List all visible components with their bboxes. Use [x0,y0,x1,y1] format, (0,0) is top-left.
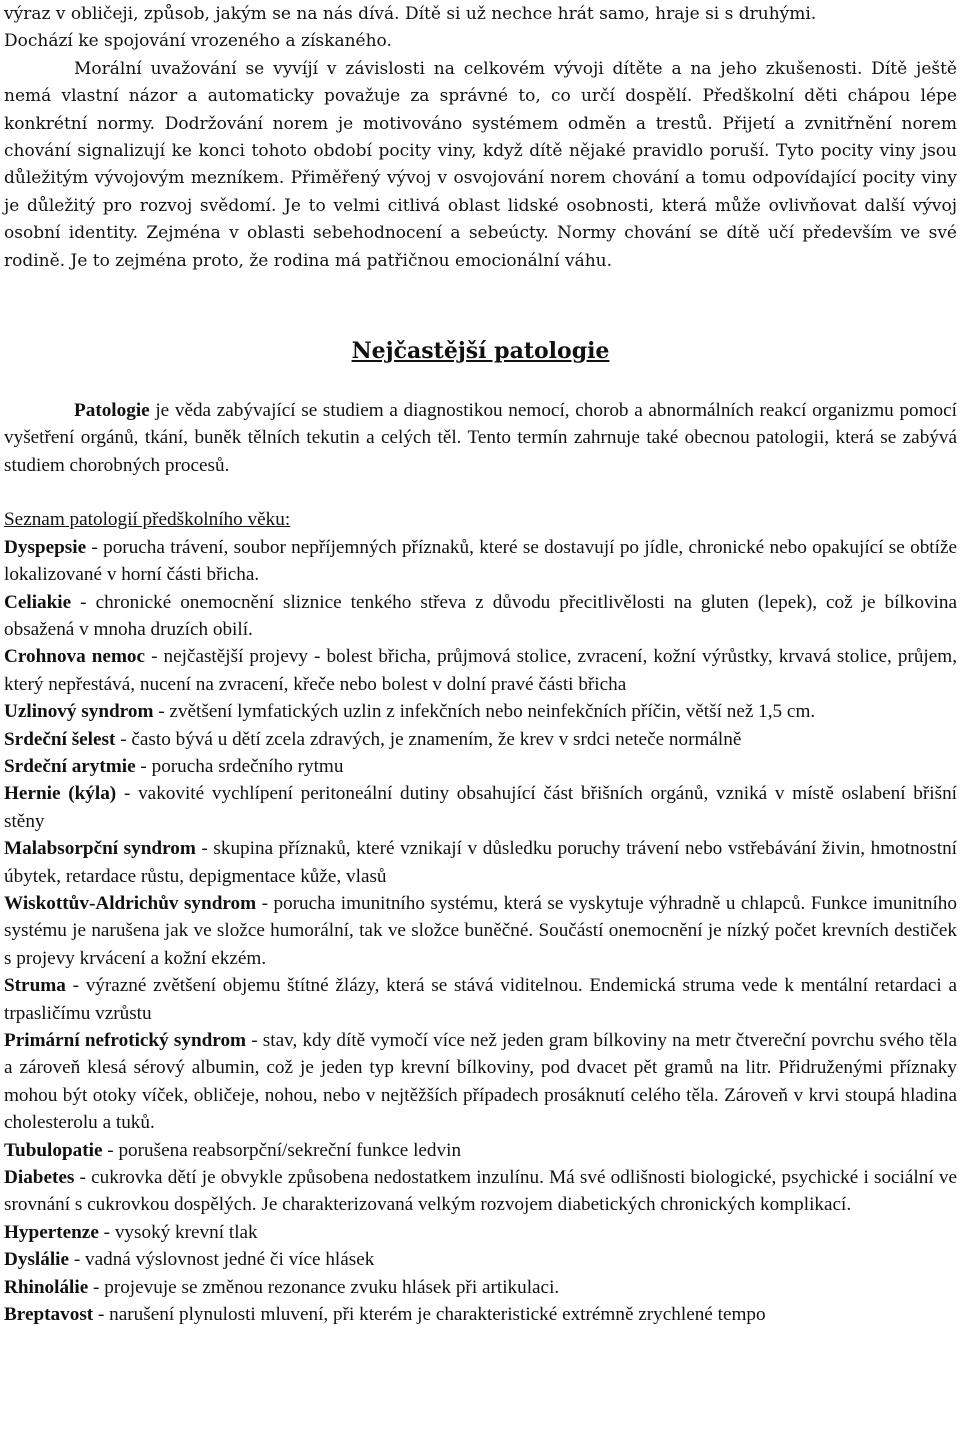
pathology-section [4,397,957,1328]
pathology-description: - výrazné zvětšení objemu štítné žlázy, která se stává viditelnou. Endemická struma vede k mentální retardaci a trpasličímu vzrůstu [4,975,957,1024]
pathology-description: - skupina příznaků, které vznikají v důsledku poruchy trávení nebo vstřebávání živin, hmotnostní úbytek, retardace růstu, depigmentace kůže, vlasů [4,838,957,887]
top-text-block [4,1,957,275]
pathology-description: - zvětšení lymfatických uzlin z infekčních nebo neinfekčních příčin, větší než 1,5 cm. [153,701,816,723]
pathology-term: Hypertenze [4,1221,99,1243]
pathology-term: Breptavost [4,1304,94,1326]
list-item [4,589,957,644]
pathology-description: - nejčastější projevy - bolest břicha, průjmová stolice, zvracení, kožní výrůstky, krvavá stolice, průjem, který nepřestává, nucení na zvracení, křeče nebo bolest v dolní pravé části břicha [4,646,957,695]
pathology-term: Uzlinový syndrom [4,701,154,723]
list-item [4,1137,957,1164]
pathology-description: - cukrovka dětí je obvykle způsobena nedostatkem inzulínu. Má své odlišnosti biologické, psychické i sociální ve srovnání s cukrovkou dospělých. Je charakterizovaná velkým rozvojem diabetických chronických komplikací. [4,1167,957,1216]
pathology-term: Hernie (kýla) [4,783,117,805]
list-item [4,835,957,890]
pathology-term: Srdeční arytmie [4,755,136,777]
section-title: Nejčastější patologie [351,338,610,365]
pathology-term: Malabsorpční syndrom [4,838,196,860]
pathology-term: Dyspepsie [4,536,87,558]
list-item [4,698,957,725]
list-item [4,753,957,780]
list-item [4,1027,957,1137]
pathology-list [4,534,957,1329]
pathology-description: - porucha srdečního rytmu [135,755,344,777]
paragraph-line: Dochází ke spojování vrozeného a získaného. [4,31,392,52]
intro-text: je věda zabývající se studiem a diagnostikou nemocí, chorob a abnormálních reakcí organizmu pomocí vyšetření orgánů, tkání, buněk tělních tekutin a celých těl. Tento termín zahrnuje také obecnou patologii, která se zabývá studiem chorobných procesů. [4,400,957,476]
pathology-description: - vadná výslovnost jedné či více hlásek [69,1249,375,1271]
list-item [4,972,957,1027]
intro-term: Patologie [74,400,150,422]
pathology-term: Primární nefrotický syndrom [4,1030,247,1051]
pathology-description: - projevuje se změnou rezonance zvuku hlásek při artikulaci. [88,1276,560,1298]
list-item [4,1219,957,1246]
pathology-description: - často bývá u dětí zcela zdravých, je znamením, že krev v srdci neteče normálně [115,728,742,750]
pathology-description: - vakovité vychlípení peritoneální dutiny obsahující část břišních orgánů, vzniká v místě oslabení břišní stěny [4,783,957,832]
list-item [4,1274,957,1301]
paragraph-morality: Morální uvažování se vyvíjí v závislosti na celkovém vývoji dítěte a na jeho zkušenosti. Dítě ještě nemá vlastní názor a automaticky považuje za správné to, co určí dospělí. Předškolní děti chápou lépe konkrétní normy. Dodržování norem je motivováno systémem odměn a trestů. Přijetí a zvnitřnění norem chování signalizují ke konci tohoto období pocity viny, když dítě nějaké pravidlo poruší. Tyto pocity viny jsou důležitým vývojovým mezníkem. Přiměřený vývoj v osvojování norem chování a tomu odpovídající pocity viny je důležitý pro rozvoj svědomí. Je to velmi citlivá oblast lidské osobnosti, která může ovlivňovat další vývoj osobní identity. Zejména v oblasti sebehodnocení a sebeúcty. Normy chování se dítě učí především ve své rodině. Je to zejména proto, že rodina má patřičnou emocionální váhu. [4,58,957,271]
pathology-term: Rhinolálie [4,1276,89,1298]
pathology-description: - chronické onemocnění sliznice tenkého střeva z důvodu přecitlivělosti na gluten (lepek), což je bílkovina obsažená v mnoha druzích obilí. [4,591,957,640]
list-item [4,1164,957,1219]
intro-paragraph [4,397,957,479]
list-item [4,643,957,698]
pathology-term: Diabetes [4,1167,75,1189]
pathology-description: - narušení plynulosti mluvení, při kterém je charakteristické extrémně zrychlené tempo [93,1304,766,1326]
list-item [4,726,957,753]
pathology-term: Celiakie [4,591,72,613]
list-heading: Seznam patologií předškolního věku: [4,509,291,531]
pathology-term: Wiskottův-Aldrichův syndrom [4,892,257,914]
pathology-description: - vysoký krevní tlak [98,1221,258,1243]
list-item [4,534,957,589]
pathology-term: Tubulopatie [4,1139,103,1161]
list-item [4,1301,957,1328]
pathology-description: - stav, kdy dítě vymočí více než jeden gram bílkoviny na metr čtvereční povrchu svého těla a zároveň klesá sérový albumin, což je jeden typ krevní bílkoviny, pod dvacet pět gramů na litr. Přidruženými příznaky mohou být otoky víček, obličeje, nohou, nebo v nejtěžších případech prosáknutí celého těla. Zároveň v krvi stoupá hladina cholesterolu a tuků. [4,1030,957,1134]
pathology-term: Srdeční šelest [4,728,116,750]
list-item [4,890,957,972]
pathology-term: Struma [4,975,66,997]
pathology-description: - porucha imunitního systému, která se vyskytuje výhradně u chlapců. Funkce imunitního systému je narušena jak ve složce humorální, tak ve složce buněčné. Součástí onemocnění je nízký počet krevních destiček s projevy krvácení a kožní ekzém. [4,892,957,969]
pathology-description: - porušena reabsorpční/sekreční funkce ledvin [102,1139,462,1161]
pathology-term: Crohnova nemoc [4,646,146,668]
pathology-term: Dyslálie [4,1249,70,1271]
list-item [4,1246,957,1273]
document-page [0,1,960,1437]
pathology-description: - porucha trávení, soubor nepříjemných příznaků, které se dostavují po jídle, chronické nebo opakující se obtíže lokalizované v horní části břicha. [4,536,957,586]
list-item [4,780,957,835]
paragraph-line: výraz v obličeji, způsob, jakým se na nás dívá. Dítě si už nechce hrát samo, hraje si s druhými. [4,4,817,24]
